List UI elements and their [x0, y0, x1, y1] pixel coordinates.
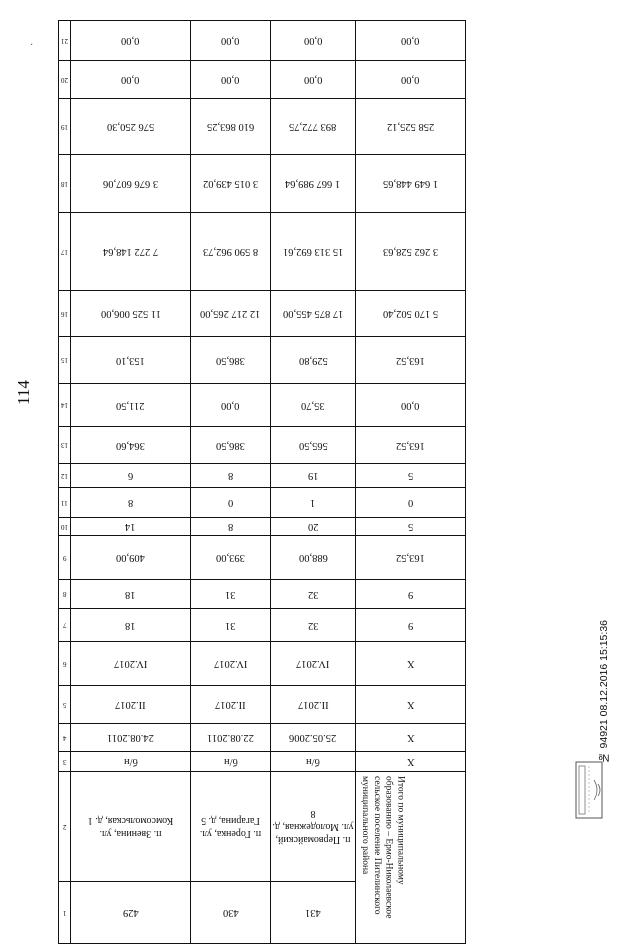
- row-430-value: 12 217 265,00: [200, 308, 261, 319]
- total-value: 258 525,12: [386, 121, 435, 132]
- row-431-value: 0,00: [303, 35, 323, 46]
- row-429-cell: [71, 464, 191, 488]
- row-431-cell: [271, 21, 356, 61]
- row-429-value: 429: [122, 907, 139, 919]
- row-429-cell: [71, 686, 191, 724]
- row-430-value: 8: [227, 521, 234, 532]
- table-row: [59, 21, 466, 61]
- total-value: X: [406, 756, 415, 767]
- row-429-value: II.2017: [115, 699, 146, 710]
- row-429-value: п. Звенина, ул. Комсомольская, д. 1: [87, 814, 174, 839]
- total-value: 0: [407, 497, 414, 508]
- row-430-value: 393,00: [216, 552, 245, 563]
- row-431-value: 529,80: [298, 354, 328, 366]
- row-431-value: 25.05.2006: [289, 732, 337, 743]
- column-number: 6: [62, 659, 67, 668]
- table-row: [59, 337, 466, 384]
- row-430-value: 31: [225, 619, 236, 631]
- total-label: Итого по муниципальному образованию – Ермо-Николаевское сельское поселение Пителинского муниципального района: [359, 776, 406, 919]
- row-431-cell: [271, 609, 356, 642]
- row-430-cell: [191, 518, 271, 536]
- column-number: 5: [62, 700, 67, 709]
- total-cell: [356, 384, 466, 427]
- column-number-cell: [59, 772, 71, 882]
- row-430-value: 430: [222, 907, 239, 919]
- total-value: 163,52: [396, 439, 425, 451]
- row-430-value: б/н: [223, 756, 238, 767]
- row-430-cell: [191, 724, 271, 752]
- page-number: 114: [14, 380, 33, 405]
- row-431-cell: [271, 686, 356, 724]
- column-number-cell: [59, 427, 71, 464]
- column-number: 21: [61, 36, 68, 45]
- row-431-cell: [271, 536, 356, 580]
- row-431-cell: [271, 464, 356, 488]
- table-row: [59, 609, 466, 642]
- row-429-value: 153,10: [116, 354, 145, 366]
- total-cell: [356, 155, 466, 213]
- row-431-value: 15 313 692,61: [282, 246, 344, 257]
- row-429-cell: [71, 21, 191, 61]
- row-430-value: IV.2017: [213, 658, 248, 669]
- column-number-cell: [59, 21, 71, 61]
- row-430-cell: [191, 155, 271, 213]
- row-431-cell: [271, 213, 356, 291]
- row-431-value: IV.2017: [296, 658, 330, 669]
- row-431-cell: [271, 724, 356, 752]
- row-429-value: 3 676 607,06: [102, 178, 159, 189]
- row-429-cell: [71, 882, 191, 944]
- row-429-value: 6: [127, 470, 134, 481]
- total-value: 5: [407, 521, 414, 532]
- total-value: 0,00: [401, 399, 420, 411]
- row-429-cell: [71, 724, 191, 752]
- row-430-cell: [191, 609, 271, 642]
- total-value: X: [406, 699, 415, 710]
- row-429-value: 24.08.2011: [107, 732, 154, 743]
- table-row: [59, 752, 466, 772]
- row-430-cell: [191, 580, 271, 609]
- table-row: [59, 427, 466, 464]
- row-429-value: 14: [125, 521, 136, 532]
- row-429-cell: [71, 99, 191, 155]
- row-431-value: 1 667 989,64: [285, 178, 341, 189]
- table-row: [59, 536, 466, 580]
- column-number: 17: [61, 247, 68, 256]
- table-row: [59, 580, 466, 609]
- row-429-value: 18: [125, 619, 136, 631]
- row-431-cell: [271, 291, 356, 337]
- row-429-value: 364,60: [116, 439, 145, 451]
- total-value: X: [406, 732, 415, 743]
- row-431-value: 893 772,75: [289, 121, 337, 132]
- column-number: 7: [62, 621, 67, 629]
- total-value: 9: [407, 588, 414, 600]
- row-430-cell: [191, 686, 271, 724]
- page-mark: ·: [30, 40, 34, 51]
- total-cell: [356, 99, 466, 155]
- column-number-cell: [59, 213, 71, 291]
- column-number: 19: [61, 122, 68, 131]
- row-431-cell: [271, 488, 356, 518]
- row-429-value: 211,50: [116, 399, 145, 411]
- table-row: [59, 464, 466, 488]
- row-430-value: 22.08.2011: [207, 732, 254, 743]
- row-431-value: 32: [307, 619, 319, 631]
- column-number: 15: [61, 356, 68, 364]
- table-row: [59, 488, 466, 518]
- row-431-value: 17 875 455,00: [282, 308, 344, 319]
- total-cell: [356, 464, 466, 488]
- row-429-value: 576 250,30: [106, 121, 155, 132]
- column-number-cell: [59, 518, 71, 536]
- column-number: 2: [62, 822, 67, 831]
- row-431-cell: [271, 580, 356, 609]
- row-431-value: 35,70: [301, 399, 325, 411]
- row-430-cell: [191, 488, 271, 518]
- row-431-value: п. Первомайский, ул. Молодежная, д. 8: [272, 808, 354, 846]
- total-value: 9: [407, 619, 414, 631]
- row-430-value: 8: [227, 470, 234, 481]
- table-row: [59, 61, 466, 99]
- row-430-value: 386,50: [216, 354, 245, 366]
- row-431-cell: [271, 384, 356, 427]
- row-431-value: II.2017: [297, 699, 329, 710]
- row-429-value: 7 272 148,64: [102, 246, 159, 257]
- total-cell: [356, 337, 466, 384]
- column-number-cell: [59, 642, 71, 686]
- column-number: 12: [61, 471, 68, 480]
- row-429-value: 0,00: [121, 74, 140, 85]
- column-number-cell: [59, 384, 71, 427]
- total-cell: [356, 213, 466, 291]
- row-431-cell: [271, 61, 356, 99]
- row-429-value: 0,00: [121, 35, 140, 46]
- total-cell: [356, 724, 466, 752]
- column-number-cell: [59, 464, 71, 488]
- row-431-cell: [271, 155, 356, 213]
- column-number-cell: [59, 536, 71, 580]
- column-number: 1: [62, 908, 67, 917]
- column-number: 3: [62, 757, 67, 766]
- row-430-value: 3 015 439,02: [202, 178, 259, 189]
- row-431-cell: [271, 99, 356, 155]
- row-430-value: п. Горенка, ул. Гагарина, д. 5: [199, 814, 262, 839]
- table-row: [59, 724, 466, 752]
- row-431-value: 19: [307, 470, 319, 481]
- row-431-value: 32: [307, 588, 319, 600]
- row-430-cell: [191, 291, 271, 337]
- column-number: 9: [62, 553, 67, 562]
- total-value: 163,52: [396, 354, 425, 366]
- total-cell: [356, 536, 466, 580]
- column-number: 20: [61, 75, 68, 84]
- row-430-cell: [191, 427, 271, 464]
- row-429-cell: [71, 213, 191, 291]
- total-value: X: [406, 658, 415, 669]
- row-430-cell: [191, 464, 271, 488]
- row-431-cell: [271, 427, 356, 464]
- row-429-cell: [71, 580, 191, 609]
- column-number-cell: [59, 724, 71, 752]
- column-number-cell: [59, 61, 71, 99]
- row-429-cell: [71, 609, 191, 642]
- table-row: [59, 155, 466, 213]
- total-value: 1 649 448,65: [382, 178, 439, 189]
- total-cell: [356, 427, 466, 464]
- row-429-cell: [71, 752, 191, 772]
- row-431-value: б/н: [306, 756, 320, 767]
- table-row: [59, 213, 466, 291]
- row-430-cell: [191, 21, 271, 61]
- row-430-value: 0: [227, 497, 234, 508]
- row-431-value: 20: [307, 521, 319, 532]
- column-number: 14: [61, 401, 68, 409]
- total-cell: [356, 609, 466, 642]
- row-430-cell: [191, 642, 271, 686]
- row-430-value: 0,00: [221, 74, 240, 85]
- row-430-value: 386,50: [216, 439, 245, 451]
- column-number-cell: [59, 155, 71, 213]
- total-cell: [356, 518, 466, 536]
- row-431-value: 431: [305, 907, 321, 919]
- row-430-value: 8 590 962,73: [202, 246, 259, 257]
- total-cell: [356, 488, 466, 518]
- row-429-cell: [71, 772, 191, 882]
- table-row: [59, 518, 466, 536]
- column-number: 18: [61, 179, 68, 188]
- total-cell: [356, 21, 466, 61]
- column-number: 10: [61, 522, 68, 531]
- row-431-cell: [271, 518, 356, 536]
- table-row: [59, 384, 466, 427]
- column-number-cell: [59, 686, 71, 724]
- row-430-cell: [191, 752, 271, 772]
- row-429-cell: [71, 384, 191, 427]
- row-430-cell: [191, 337, 271, 384]
- row-430-value: 31: [225, 588, 236, 600]
- total-cell: [356, 291, 466, 337]
- column-number-cell: [59, 580, 71, 609]
- table-row: [59, 99, 466, 155]
- row-429-value: б/н: [123, 756, 138, 767]
- total-value: 0,00: [401, 74, 420, 85]
- row-429-cell: [71, 488, 191, 518]
- total-value: 5: [407, 470, 414, 481]
- row-429-value: 8: [127, 497, 134, 508]
- column-number: 8: [62, 590, 67, 598]
- row-431-cell: [271, 337, 356, 384]
- table-row: [59, 772, 466, 882]
- total-cell: [356, 580, 466, 609]
- row-430-cell: [191, 882, 271, 944]
- column-number: 16: [61, 309, 68, 318]
- row-430-cell: [191, 772, 271, 882]
- row-431-value: 0,00: [303, 74, 323, 85]
- row-429-value: 11 525 006,00: [100, 308, 161, 319]
- total-cell: [356, 642, 466, 686]
- row-431-value: 1: [310, 497, 316, 508]
- column-number-cell: [59, 99, 71, 155]
- row-429-value: 409,00: [116, 552, 145, 563]
- row-430-value: 0,00: [221, 35, 240, 46]
- table-row: [59, 642, 466, 686]
- registration-stamp-icon: [574, 758, 606, 822]
- column-number: 11: [61, 498, 68, 507]
- row-430-value: 610 863,25: [206, 121, 255, 132]
- row-430-cell: [191, 99, 271, 155]
- row-429-cell: [71, 291, 191, 337]
- row-429-cell: [71, 337, 191, 384]
- row-431-cell: [271, 752, 356, 772]
- row-430-cell: [191, 61, 271, 99]
- column-number: 4: [62, 733, 67, 742]
- row-429-cell: [71, 155, 191, 213]
- table-row: [59, 686, 466, 724]
- row-431-value: 565,50: [298, 439, 328, 451]
- row-429-cell: [71, 536, 191, 580]
- total-value: 163,52: [396, 552, 425, 563]
- column-number-cell: [59, 882, 71, 944]
- row-429-cell: [71, 642, 191, 686]
- row-430-value: 0,00: [221, 399, 240, 411]
- row-431-cell: [271, 642, 356, 686]
- column-number-cell: [59, 291, 71, 337]
- total-cell: [356, 752, 466, 772]
- table-row: [59, 291, 466, 337]
- column-number: 13: [61, 441, 68, 449]
- column-number-cell: [59, 337, 71, 384]
- registration-stamp-text: № 94921 08.12.2016 15:15:36: [598, 620, 610, 764]
- total-value: 3 262 528,63: [382, 246, 439, 257]
- row-429-cell: [71, 61, 191, 99]
- row-429-cell: [71, 427, 191, 464]
- row-429-cell: [71, 518, 191, 536]
- column-number-cell: [59, 752, 71, 772]
- total-cell: [356, 61, 466, 99]
- column-number-cell: [59, 488, 71, 518]
- row-430-cell: [191, 213, 271, 291]
- row-431-value: 688,00: [298, 552, 328, 563]
- total-value: 5 170 502,40: [382, 308, 439, 319]
- row-430-cell: [191, 384, 271, 427]
- total-cell: [356, 686, 466, 724]
- row-430-value: II.2017: [215, 699, 246, 710]
- row-431-cell: [271, 772, 356, 882]
- row-430-cell: [191, 536, 271, 580]
- row-431-cell: [271, 882, 356, 944]
- total-label-cell: [356, 772, 466, 944]
- total-value: 0,00: [401, 35, 420, 46]
- row-429-value: 18: [125, 588, 136, 600]
- data-table: [58, 20, 466, 944]
- column-number-cell: [59, 609, 71, 642]
- row-429-value: IV.2017: [113, 658, 148, 669]
